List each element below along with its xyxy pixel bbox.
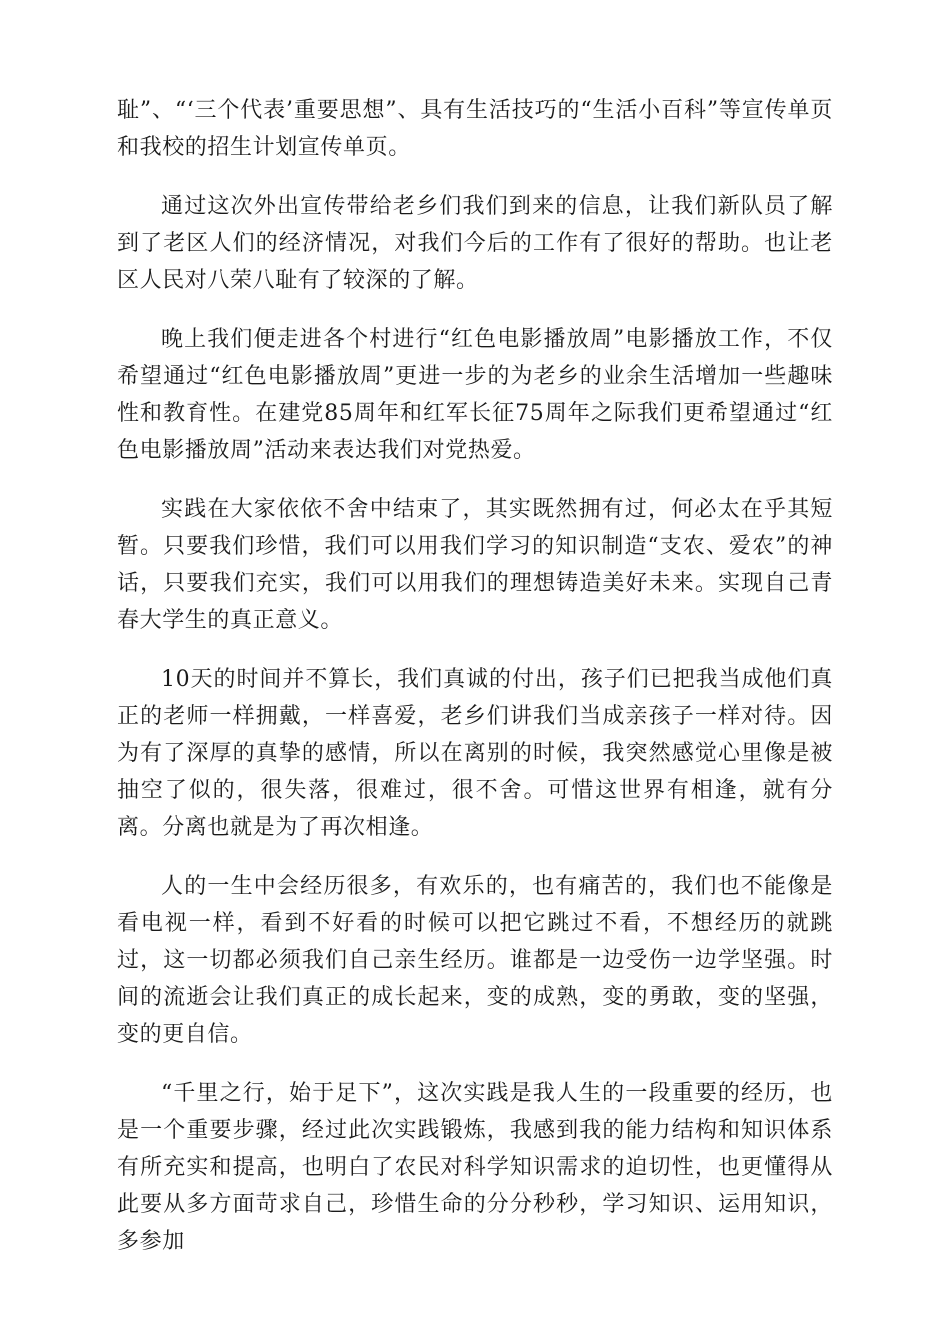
paragraph-7: “千里之行，始于足下”，这次实践是我人生的一段重要的经历，也是一个重要步骤，经过此次实践锻炼，我感到我的能力结构和知识体系有所充实和提高，也明白了农民对科学知识需求的迫切性，也更懂得从此要从多方面苛求自己，珍惜生命的分分秒秒，学习知识、运用知识，多参加	[117, 1081, 833, 1254]
paragraph-4: 实践在大家依依不舍中结束了，其实既然拥有过，何必太在乎其短暂。只要我们珍惜，我们可以用我们学习的知识制造“支农、爱农”的神话，只要我们充实，我们可以用我们的理想铸造美好未来。实现自己青春大学生的真正意义。	[117, 497, 833, 633]
document-body	[117, 92, 833, 1282]
paragraph-6: 人的一生中会经历很多，有欢乐的，也有痛苦的，我们也不能像是看电视一样，看到不好看的时候可以把它跳过不看，不想经历的就跳过，这一切都必须我们自己亲生经历。谁都是一边受伤一边学坚强。时间的流逝会让我们真正的成长起来，变的成熟，变的勇敢，变的坚强，变的更自信。	[117, 874, 833, 1047]
paragraph-2: 通过这次外出宣传带给老乡们我们到来的信息，让我们新队员了解到了老区人们的经济情况，对我们今后的工作有了很好的帮助。也让老区人民对八荣八耻有了较深的了解。	[117, 194, 833, 293]
paragraph-3: 晚上我们便走进各个村进行“红色电影播放周”电影播放工作，不仅希望通过“红色电影播放周”更进一步的为老乡的业余生活增加一些趣味性和教育性。在建党85周年和红军长征75周年之际我们更希望通过“红色电影播放周”活动来表达我们对党热爱。	[117, 327, 833, 463]
paragraph-1: 耻”、“‘三个代表’重要思想”、具有生活技巧的“生活小百科”等宣传单页和我校的招生计划宣传单页。	[117, 98, 833, 160]
paragraph-5: 10天的时间并不算长，我们真诚的付出，孩子们已把我当成他们真正的老师一样拥戴，一样喜爱，老乡们讲我们当成亲孩子一样对待。因为有了深厚的真挚的感情，所以在离别的时候，我突然感觉心里像是被抽空了似的，很失落，很难过，很不舍。可惜这世界有相逢，就有分离。分离也就是为了再次相逢。	[117, 667, 833, 840]
